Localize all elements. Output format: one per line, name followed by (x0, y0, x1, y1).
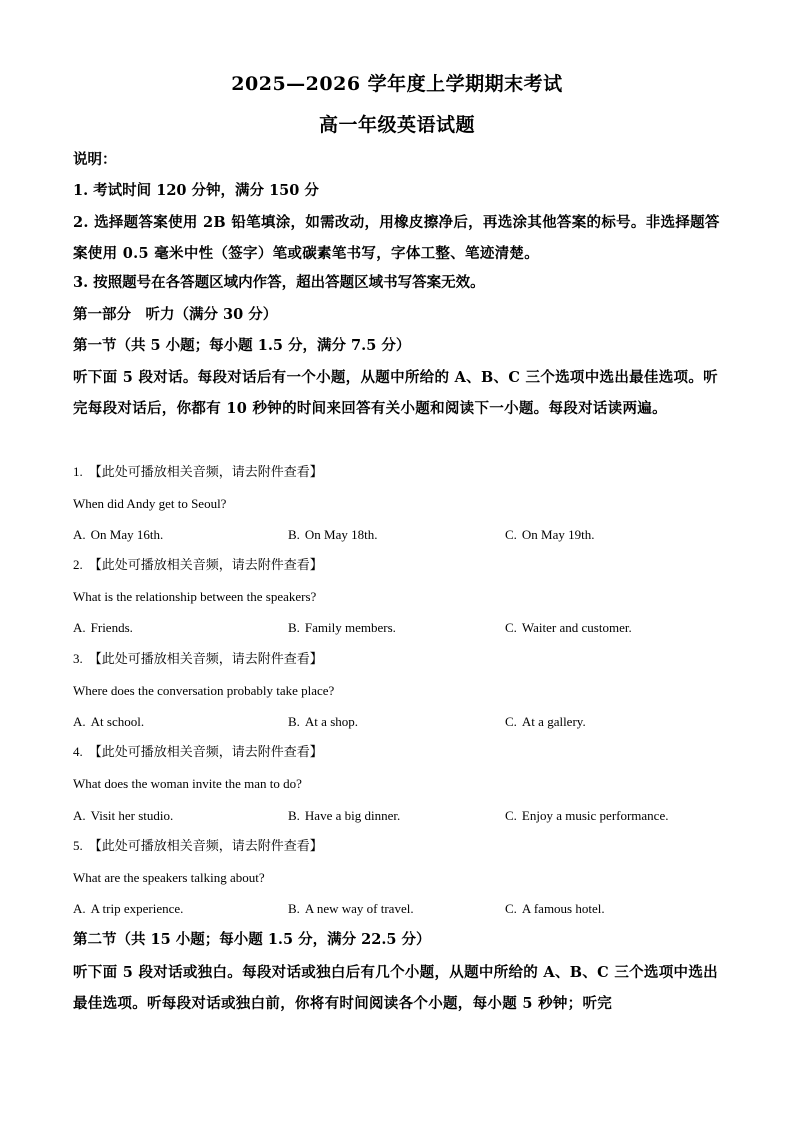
question-header (73, 556, 323, 574)
option-c[interactable]: C. Enjoy a music performance. (505, 808, 669, 823)
audio-note[interactable]: 【此处可播放相关音频，请去附件查看】 (88, 651, 323, 666)
option-b[interactable]: B. Family members. (288, 620, 396, 635)
exam-title: 2025—2026 学年度上学期期末考试 (231, 73, 563, 95)
question-number: 3. (73, 651, 83, 666)
question-header (73, 837, 323, 855)
audio-note[interactable]: 【此处可播放相关音频，请去附件查看】 (88, 464, 323, 479)
option-a[interactable]: A. At school. (73, 714, 145, 729)
option-c[interactable]: C. Waiter and customer. (505, 620, 632, 635)
audio-note[interactable]: 【此处可播放相关音频，请去附件查看】 (88, 557, 323, 572)
question-header (73, 743, 323, 761)
question-number: 1. (73, 464, 83, 479)
option-b[interactable]: B. On May 18th. (288, 527, 378, 542)
question-number: 4. (73, 744, 83, 759)
option-c[interactable]: C. On May 19th. (505, 527, 595, 542)
section1-heading: 第一节（共 5 小题；每小题 1.5 分，满分 7.5 分） (73, 337, 411, 354)
option-c[interactable]: C. At a gallery. (505, 714, 586, 729)
question-stem: What does the woman invite the man to do? (73, 776, 302, 791)
option-c[interactable]: C. A famous hotel. (505, 901, 605, 916)
question-stem: What are the speakers talking about? (73, 870, 265, 885)
question-number: 2. (73, 557, 83, 572)
question-header (73, 650, 323, 668)
question-stem: Where does the conversation probably take place? (73, 683, 335, 698)
audio-note[interactable]: 【此处可播放相关音频，请去附件查看】 (88, 838, 323, 853)
question-header (73, 463, 323, 481)
question-stem: What is the relationship between the speakers? (73, 589, 317, 604)
option-b[interactable]: B. Have a big dinner. (288, 808, 401, 823)
instruction-item-2: 2. 选择题答案使用 2B 铅笔填涂，如需改动，用橡皮擦净后，再选涂其他答案的标号。非选择题答案使用 0.5 毫米中性（签字）笔或碳素笔书写，字体工整、笔迹清楚。 (73, 214, 720, 262)
option-a[interactable]: A. A trip experience. (73, 901, 184, 916)
instruction-item-1: 1. 考试时间 120 分钟，满分 150 分 (73, 182, 319, 199)
option-a[interactable]: A. On May 16th. (73, 527, 164, 542)
option-a[interactable]: A. Visit her studio. (73, 808, 174, 823)
option-b[interactable]: B. At a shop. (288, 714, 359, 729)
part1-heading: 第一部分 听力（满分 30 分） (73, 306, 278, 323)
question-stem: When did Andy get to Seoul? (73, 496, 227, 511)
section2-directions: 听下面 5 段对话或独白。每段对话或独白后有几个小题，从题中所给的 A、B、C 三个选项中选出最佳选项。听每段对话或独白前，你将有时间阅读各个小题，每小题 5 秒钟；听完 (73, 964, 718, 1012)
section2-heading: 第二节（共 15 小题；每小题 1.5 分，满分 22.5 分） (73, 931, 431, 948)
exam-subtitle: 高一年级英语试题 (318, 114, 475, 136)
instructions-heading: 说明： (73, 151, 117, 168)
option-b[interactable]: B. A new way of travel. (288, 901, 414, 916)
instruction-item-3: 3. 按照题号在各答题区域内作答，超出答题区域书写答案无效。 (73, 274, 485, 291)
section1-directions: 听下面 5 段对话。每段对话后有一个小题，从题中所给的 A、B、C 三个选项中选出最佳选项。听完每段对话后，你都有 10 秒钟的时间来回答有关小题和阅读下一小题。每段对话读两遍。 (73, 369, 718, 417)
option-a[interactable]: A. Friends. (73, 620, 133, 635)
question-number: 5. (73, 838, 83, 853)
audio-note[interactable]: 【此处可播放相关音频，请去附件查看】 (88, 744, 323, 759)
